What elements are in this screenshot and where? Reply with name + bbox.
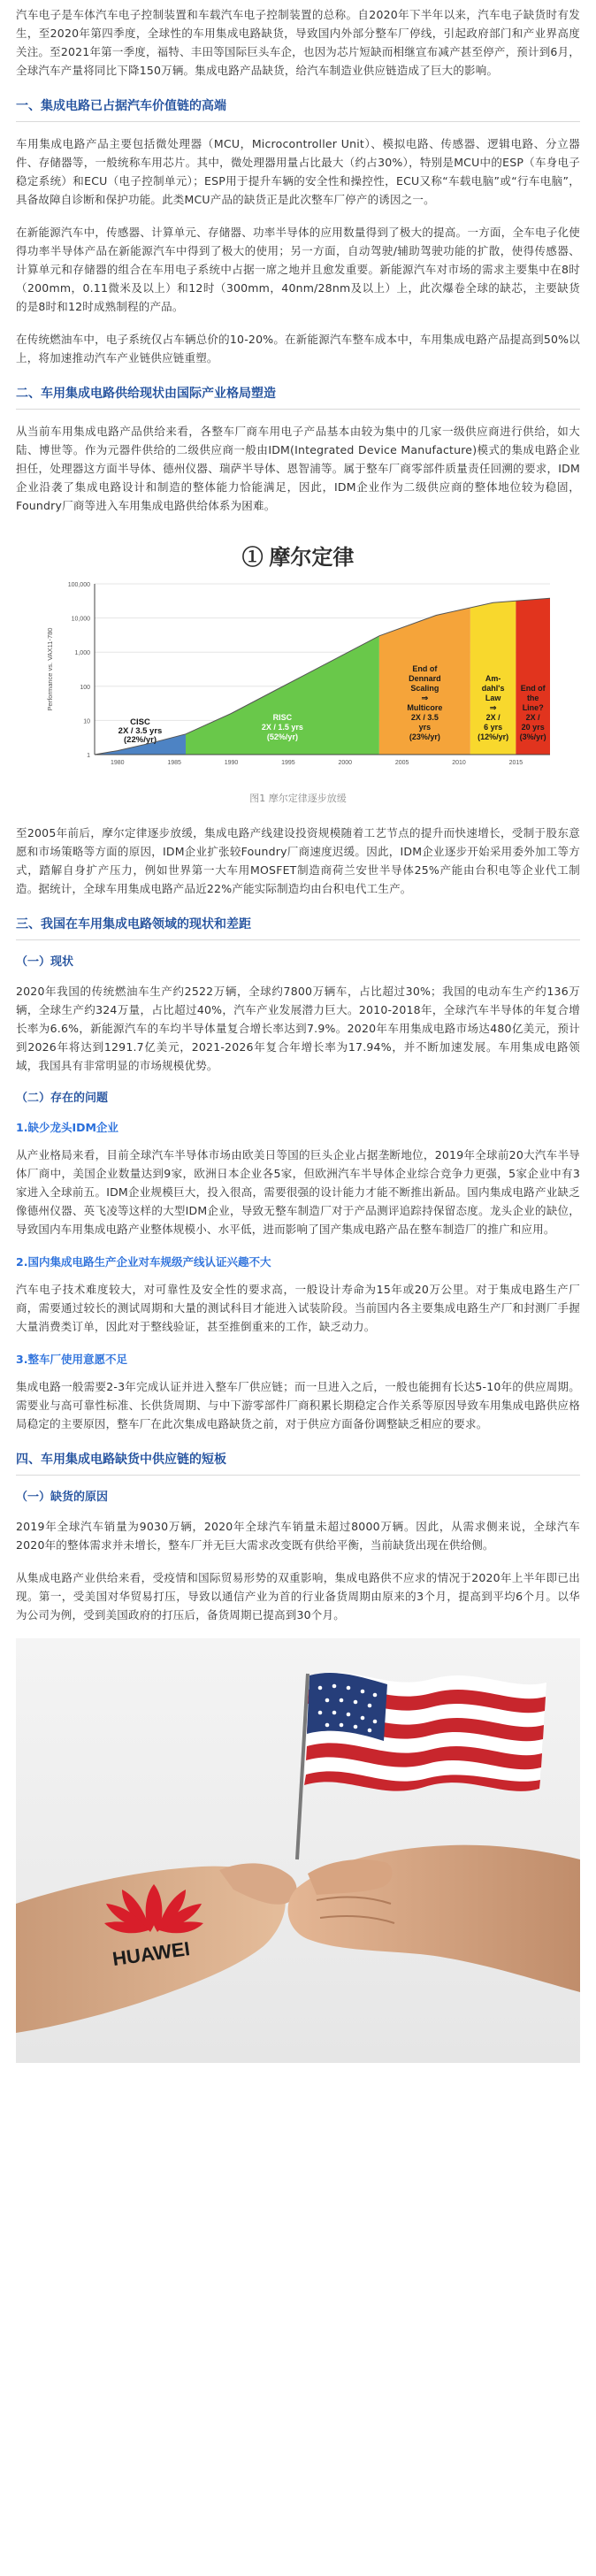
era-label-3: End of Dennard Scaling ⇒ Multicore 2X / 3.5 yrs (23%/yr) [407, 664, 443, 741]
chart-title: ① 摩尔定律 [241, 546, 355, 570]
era-label-4: Am-dahl's Law ⇒ 2X / 6 yrs (12%/yr) [478, 674, 509, 741]
problem-2-title: 2.国内集成电路生产企业对车规级产线认证兴趣不大 [16, 1255, 271, 1269]
x-tick-label: 1995 [281, 760, 295, 766]
x-tick-label: 2005 [394, 760, 409, 766]
x-tick-label: 1985 [167, 760, 181, 766]
section-3-title: 三、我国在车用集成电路领域的现状和差距 [16, 912, 580, 940]
y-tick-label: 100 [80, 684, 90, 691]
huawei-flag-photo [16, 1638, 580, 2063]
era-label-1: CISC 2X / 3.5 yrs (22%/yr) [118, 717, 163, 745]
intro-paragraph: 汽车电子是车体汽车电子控制装置和车载汽车电子控制装置的总称。自2020年下半年以来，汽车电子缺货时有发生，至2020年第四季度，全球性的车用集成电路缺货，导致国内外部分整车厂停线，引起政府部门和产业界高度关注。至2021年第一季度，福特、丰田等国际巨头车企，也因为芯片短缺而相继宣布减产甚至停产，预计到6月，全球汽车产量将同比下降150万辆。集成电路产品缺货，给汽车制造业供应链造成了巨大的影响。 [16, 8, 580, 77]
y-tick-label: 1,000 [74, 650, 90, 657]
section-1-paragraph-2: 在新能源汽车中，传感器、计算单元、存储器、功率半导体的应用数量得到了极大的提高。一方面，全车电子化使得功率半导体产品在新能源汽车中得到了极大的使用；另一方面，自动驾驶/辅助驾驶功能的扩散，使得传感器、计算单元和存储器的组合在车用电子系统中占据一席之地并且愈发重要。新能源汽车对市场的需求主要集中在8时（200mm，0.11微米及以上）和12时（300mm，40nm/28nm及以上）上，此次爆卷全球的缺芯，主要缺货的是8时和12时成熟制程的产品。 [16, 226, 580, 313]
section-2-title: 二、车用集成电路供给现状由国际产业格局塑造 [16, 381, 580, 410]
moores-law-figure [16, 529, 580, 808]
figure-caption: 图1 摩尔定律逐步放缓 [249, 793, 347, 804]
y-tick-label: 10 [83, 718, 90, 725]
era-label-5: End of the Line? 2X / 20 yrs (3%/yr) [519, 684, 546, 741]
y-axis-label: Performance vs. VAX11-780 [46, 627, 54, 711]
x-tick-label: 2015 [508, 760, 523, 766]
problem-1-title: 1.缺少龙头IDM企业 [16, 1121, 118, 1134]
section-3-paragraph-2: 从产业格局来看，目前全球汽车半导体市场由欧美日等国的巨头企业占据垄断地位，2019年全球前20大汽车半导体厂商中，美国企业数量达到9家，欧洲日本企业各5家，但欧洲汽车半导体企业综合竞争力更强，5家企业中有3家进入全球前五。IDM企业规模巨大，投入很高，需要很强的设计能力才能不断推出新品。国内集成电路产业缺乏像德州仪器、英飞凌等这样的大型IDM企业，导致无整车制造厂对于产品测评追踪持保留态度。龙头企业的缺位，导致国内车用集成电路产业整体规模小、水平低，进而影响了国产集成电路产品在整车制造厂的推广和应用。 [16, 1148, 580, 1236]
y-tick-label: 1 [87, 753, 90, 759]
section-4-sub-1: （一）缺货的原因 [16, 1491, 109, 1504]
x-tick-label: 2010 [452, 760, 466, 766]
section-4-paragraph-2: 从集成电路产业供给来看，受疫情和国际贸易形势的双重影响，集成电路供不应求的情况于2020年上半年即已出现。第一，受美国对华贸易打压，导致以通信产业为首的行业备货周期由原来的3个月，提高到平均6个月。以华为公司为例，受到美国政府的打压后，备货周期已提高到30个月。 [16, 1571, 580, 1622]
x-tick-label: 1990 [224, 760, 239, 766]
x-tick-label: 1980 [110, 760, 125, 766]
section-1-title: 一、集成电路已占据汽车价值链的高端 [16, 94, 580, 122]
section-3-paragraph-1: 2020年我国的传统燃油车生产约2522万辆，全球约7800万辆车，占比超过30%；我国的电动车生产约136万辆，全球生产约324万量，占比超过40%，汽车产业发展潜力巨大。2010-2018年，全球汽车半导体的年复合增长率为6.6%，新能源汽车的车均半导体量复合增长率达到7.9%。2020年车用集成电路市场达480亿美元，预计到2026年将达到1291.7亿美元，2021-2026年复合年增长率为17.94%，并不断加速发展。车用集成电路领域，我国具有非常明显的市场规模优势。 [16, 985, 580, 1072]
y-tick-label: 10,000 [71, 616, 90, 623]
era-label-2: RISC 2X / 1.5 yrs (52%/yr) [261, 713, 303, 741]
section-3-sub-1: （一）现状 [16, 955, 74, 969]
section-2-paragraph-1: 从当前车用集成电路产品供给来看，各整车厂商车用电子产品基本由较为集中的几家一级供应商进行供给，如大陆、博世等。作为元器件供给的二级供应商一般由IDM(Integrated Device Manufacture)模式的集成电路企业担任，处理器这方面半导体、德州仪器、瑞萨半导体、恩智浦等。属于整车厂商零部件质量责任回溯的要求，IDM企业沿袭了集成电路设计和制造的整体能力恰能满足，因此，IDM企业作为二级供应商的整体地位较为稳固，Foundry厂商等进入车用集成电路供给体系为困难。 [16, 425, 580, 512]
section-1-paragraph-3: 在传统燃油车中，电子系统仅占车辆总价的10-20%。在新能源汽车整车成本中，车用集成电路产品提高到50%以上，将加速推动汽车产业链供应链重塑。 [16, 333, 580, 364]
section-3-paragraph-3: 汽车电子技术难度较大，对可靠性及安全性的要求高，一般设计寿命为15年或20万公里。对于集成电路生产厂商，需要通过较长的测试周期和大量的测试科目才能进入试装阶段。当前国内各主要集成电路生产厂和封测厂手握大量消费类订单，因此对于整线验证，甚至推倒重来的工作，缺乏动力。 [16, 1283, 580, 1333]
problem-3-title: 3.整车厂使用意愿不足 [16, 1353, 127, 1366]
section-3-sub-2: （二）存在的问题 [16, 1092, 109, 1105]
section-4-title: 四、车用集成电路缺货中供应链的短板 [16, 1447, 580, 1476]
section-3-paragraph-4: 集成电路一般需要2-3年完成认证并进入整车厂供应链；而一旦进入之后，一般也能拥有长达5-10年的供应周期。需要业与高可靠性标准、长供货周期、与中下游零部件厂商积累长期稳定合作关系等原因导致车用集成电路供应格局稳定的主要原因，整车厂在此次集成电路缺货之前，对于供应方面备份调整缺乏相应的要求。 [16, 1380, 580, 1430]
huawei-brand-text: HUAWEI [111, 1937, 192, 1971]
x-tick-label: 2000 [338, 760, 353, 766]
section-1-paragraph-1: 车用集成电路产品主要包括微处理器（MCU，Microcontroller Unit）、模拟电路、传感器、逻辑电路、分立器件、存储器等，一般统称车用芯片。其中，微处理器用量占比最大（约占30%），特别是MCU中的ESP（车身电子稳定系统）和ECU（电子控制单元）；ESP用于提升车辆的安全性和操控性，ECU又称“车载电脑”或“行车电脑”，具备故障自诊断和保护功能。此类MCU产品的缺货正是此次整车厂停产的诱因之一。 [16, 137, 580, 206]
moores-law-chart [33, 529, 563, 786]
section-2-paragraph-2: 至2005年前后，摩尔定律逐步放缓，集成电路产线建设投资规模随着工艺节点的提升而快速增长，受制于股东意愿和市场策略等方面的原因，IDM企业扩张较Foundry厂商速度迟缓。因此，IDM企业逐步开始采用委外加工等方式，踏解自身扩产压力，例如世界第一大车用MOSFET制造商荷兰安世半导体25%产能由台积电等企业代工制造。据统计，全球车用集成电路产品近22%产能实际制造均由台积电代工生产。 [16, 826, 580, 895]
y-tick-label: 100,000 [67, 582, 90, 588]
section-4-paragraph-1: 2019年全球汽车销量为9030万辆，2020年全球汽车销量未超过8000万辆。因此，从需求侧来说，全球汽车2020年的整体需求并未增长，整车厂并无巨大需求改变既有供给平衡，当前缺货出现在供给侧。 [16, 1520, 580, 1552]
